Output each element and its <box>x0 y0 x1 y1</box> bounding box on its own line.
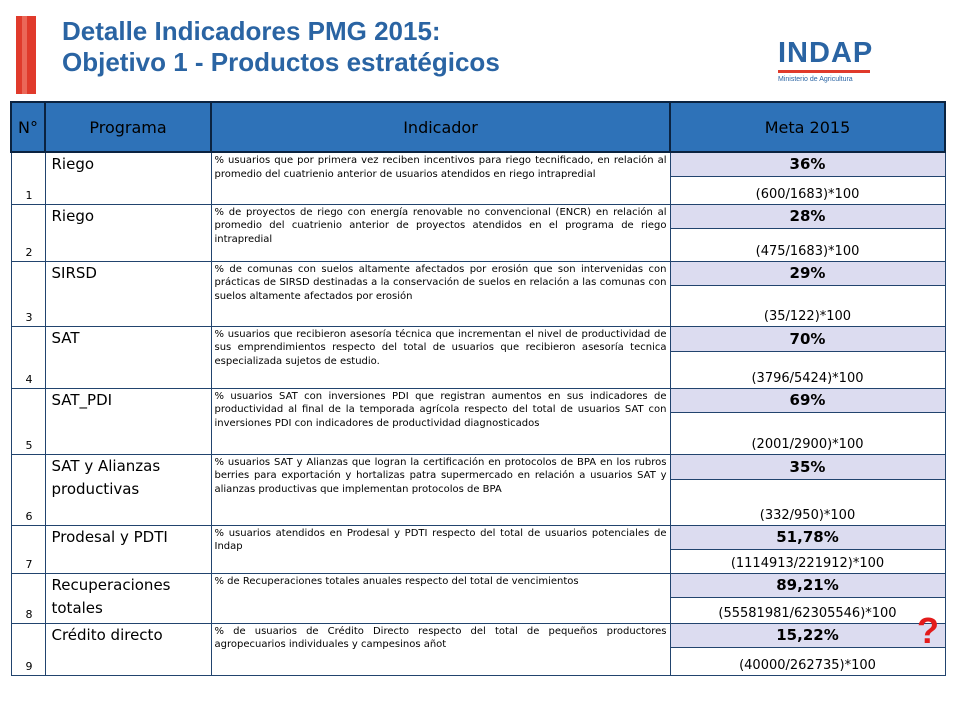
header-indicator: Indicador <box>211 102 670 152</box>
row-goal-percent: 89,21% <box>670 573 945 597</box>
title-line-1: Detalle Indicadores PMG 2015: <box>62 16 441 46</box>
row-program: Recuperaciones totales <box>45 573 211 623</box>
row-program: SAT y Alianzas productivas <box>45 454 211 525</box>
row-number: 5 <box>11 388 45 454</box>
row-goal-percent: 35% <box>670 454 945 479</box>
row-goal-formula: (1114913/221912)*100 <box>670 549 945 573</box>
logo-text: INDAP <box>778 37 874 69</box>
row-program: Prodesal y PDTI <box>45 525 211 573</box>
table-row <box>11 573 945 597</box>
row-indicator: % de comunas con suelos altamente afectados por erosión que son intervenidas con prácticas de SIRSD destinadas a la conservación de suelos en relación a las comunas con suelos altamente afectados por erosión <box>211 261 670 326</box>
table-row <box>11 388 945 412</box>
row-indicator: % usuarios SAT con inversiones PDI que registran aumentos en sus indicadores de productividad al final de la temporada agrícola respecto del total de usuarios SAT con inversiones PDI con indicadores de productividad diagnosticados <box>211 388 670 454</box>
row-goal-formula: (475/1683)*100 <box>670 228 945 261</box>
row-goal-formula: (600/1683)*100 <box>670 176 945 204</box>
row-goal-formula: (3796/5424)*100 <box>670 351 945 388</box>
row-number: 2 <box>11 204 45 261</box>
row-goal-percent: 51,78% <box>670 525 945 549</box>
row-indicator: % usuarios que por primera vez reciben incentivos para riego tecnificado, en relación al promedio del cuatrienio anterior de usuarios atendidos en riego intrapredial <box>211 152 670 204</box>
row-goal-percent: 28% <box>670 204 945 228</box>
row-goal-formula: (55581981/62305546)*100 <box>670 597 945 623</box>
row-goal-percent: 15,22% <box>670 623 945 647</box>
question-mark-annotation: ? <box>917 610 939 651</box>
row-number: 3 <box>11 261 45 326</box>
row-program: Riego <box>45 204 211 261</box>
row-program: Crédito directo <box>45 623 211 675</box>
row-indicator: % de usuarios de Crédito Directo respecto del total de pequeños productores agropecuarios individuales y campesinos añot <box>211 623 670 675</box>
table-row <box>11 454 945 479</box>
row-goal-formula: (40000/262735)*100 <box>670 647 945 675</box>
row-goal-formula: (35/122)*100 <box>670 285 945 326</box>
page-title <box>62 16 500 78</box>
row-indicator: % de proyectos de riego con energía renovable no convencional (ENCR) en relación al promedio del cuatrienio anterior de proyectos atendidos en el programa de riego intrapredial <box>211 204 670 261</box>
logo-subtext: Ministerio de Agricultura <box>778 76 853 83</box>
row-goal-percent: 29% <box>670 261 945 285</box>
table-header-row <box>11 102 945 152</box>
row-number: 1 <box>11 152 45 204</box>
row-number: 8 <box>11 573 45 623</box>
row-program: SAT_PDI <box>45 388 211 454</box>
indicators-table <box>10 101 946 676</box>
indap-logo <box>778 38 872 83</box>
row-number: 4 <box>11 326 45 388</box>
row-goal-percent: 70% <box>670 326 945 351</box>
row-goal-formula: (2001/2900)*100 <box>670 412 945 454</box>
row-indicator: % usuarios que recibieron asesoría técnica que incrementan el nivel de productividad de sus emprendimientos respecto del total de usuarios que recibieron asesoría tecnica especializada sujetos de estudio. <box>211 326 670 388</box>
table-row <box>11 623 945 647</box>
header-num: N° <box>11 102 45 152</box>
table-row <box>11 326 945 351</box>
row-goal-percent: 36% <box>670 152 945 176</box>
table-row <box>11 261 945 285</box>
row-indicator: % de Recuperaciones totales anuales respecto del total de vencimientos <box>211 573 670 623</box>
header-program: Programa <box>45 102 211 152</box>
row-goal-formula: (332/950)*100 <box>670 479 945 525</box>
table-row <box>11 204 945 228</box>
row-goal-percent: 69% <box>670 388 945 412</box>
table-body <box>11 152 945 675</box>
row-program: SAT <box>45 326 211 388</box>
header-goal: Meta 2015 <box>670 102 945 152</box>
accent-bar <box>16 16 36 94</box>
row-indicator: % usuarios SAT y Alianzas que logran la certificación en protocolos de BPA en los rubros berries para exportación y hortalizas patra supermercado en relación a usuarios SAT y alianzas productivas que implementan protocolos de BPA <box>211 454 670 525</box>
row-number: 7 <box>11 525 45 573</box>
row-number: 6 <box>11 454 45 525</box>
row-indicator: % usuarios atendidos en Prodesal y PDTI respecto del total de usuarios potenciales de Indap <box>211 525 670 573</box>
row-program: Riego <box>45 152 211 204</box>
row-number: 9 <box>11 623 45 675</box>
table-row <box>11 525 945 549</box>
row-program: SIRSD <box>45 261 211 326</box>
title-line-2: Objetivo 1 - Productos estratégicos <box>62 47 500 77</box>
logo-underline <box>778 70 870 73</box>
table-row <box>11 152 945 176</box>
